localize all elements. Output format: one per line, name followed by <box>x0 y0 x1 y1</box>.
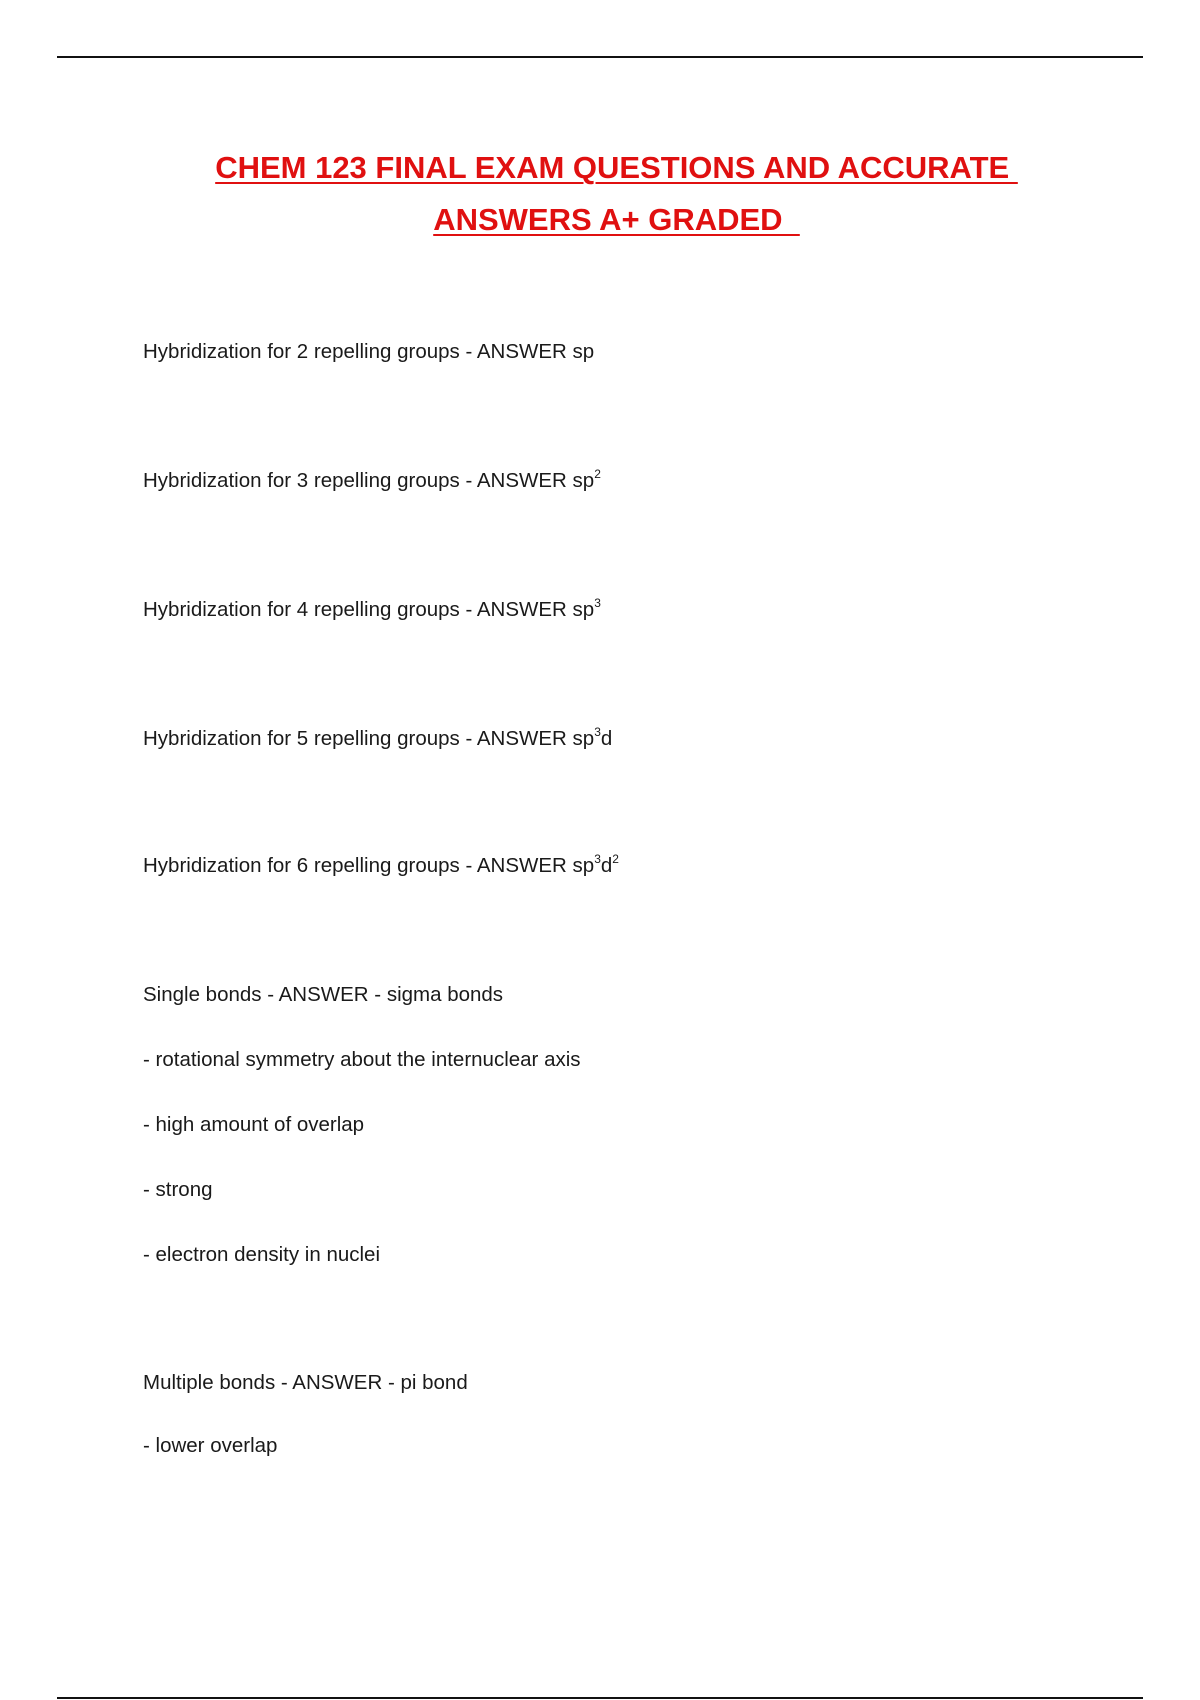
qa-item-4-groups <box>143 597 601 623</box>
qa-item-5-groups <box>143 726 612 752</box>
document-title <box>0 142 1200 246</box>
superscript: 3 <box>594 852 601 866</box>
single-bonds-heading: Single bonds - ANSWER - sigma bonds <box>143 983 504 1006</box>
header-rule <box>57 56 1143 58</box>
qa-item-3-groups <box>143 468 601 494</box>
single-bonds-point: - rotational symmetry about the internuclear axis <box>143 1048 581 1071</box>
qa-text: Hybridization for 4 repelling groups - ANSWER sp <box>143 598 595 621</box>
qa-text: Hybridization for 2 repelling groups - ANSWER sp <box>143 340 595 363</box>
qa-text: Hybridization for 6 repelling groups - ANSWER sp <box>143 854 595 877</box>
multiple-bonds-heading: Multiple bonds - ANSWER - pi bond <box>143 1371 468 1394</box>
qa-item-2-groups <box>143 339 594 365</box>
single-bonds-point: - strong <box>143 1178 213 1201</box>
superscript: 2 <box>594 467 601 481</box>
multiple-bonds-point: - lower overlap <box>143 1434 278 1457</box>
qa-suffix: d <box>600 727 613 750</box>
superscript: 2 <box>612 852 619 866</box>
qa-text: Hybridization for 3 repelling groups - ANSWER sp <box>143 469 595 492</box>
single-bonds-point: - high amount of overlap <box>143 1113 365 1136</box>
superscript: 3 <box>594 725 601 739</box>
title-line-2: ANSWERS A+ GRADED <box>433 202 800 237</box>
qa-suffix: d <box>600 854 613 877</box>
qa-text: Hybridization for 5 repelling groups - ANSWER sp <box>143 727 595 750</box>
superscript: 3 <box>594 596 601 610</box>
footer-rule <box>57 1697 1143 1699</box>
title-line-1: CHEM 123 FINAL EXAM QUESTIONS AND ACCURATE <box>215 150 1018 185</box>
single-bonds-point: - electron density in nuclei <box>143 1243 381 1266</box>
qa-item-6-groups <box>143 853 619 879</box>
